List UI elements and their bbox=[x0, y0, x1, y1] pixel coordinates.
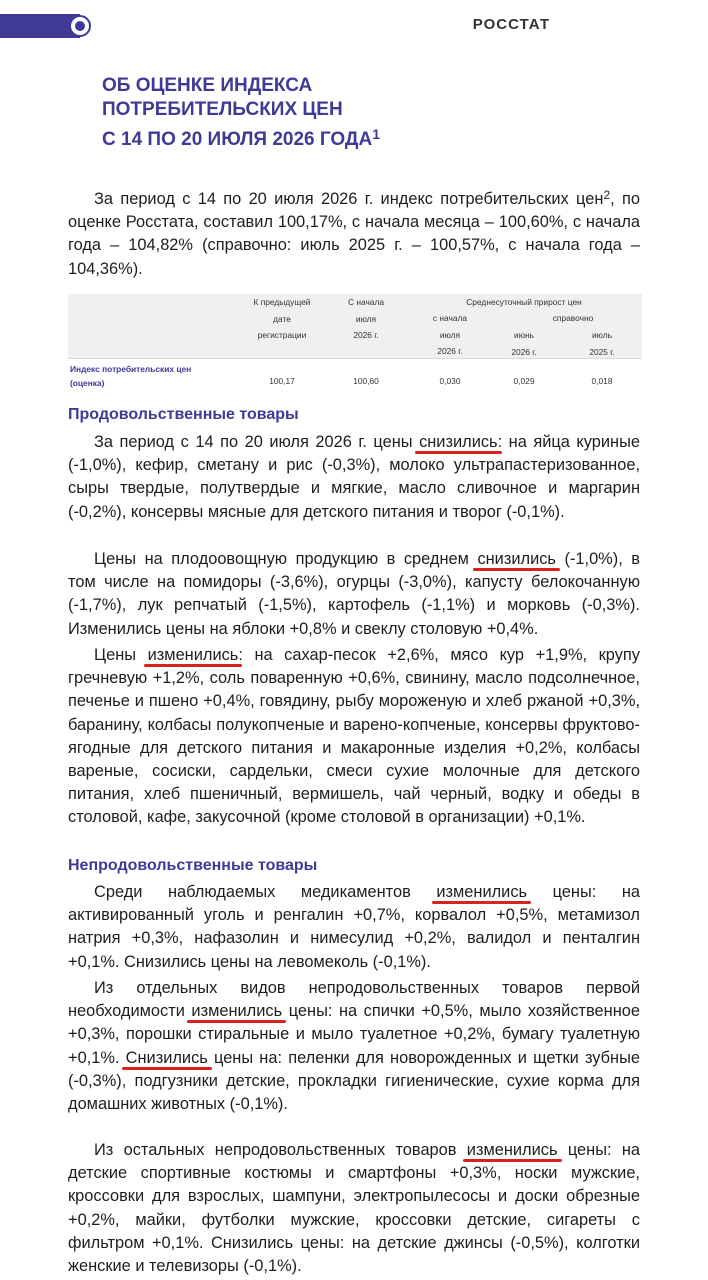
table-col-prev-date: К предыдущей дате регистрации bbox=[253, 297, 311, 340]
table-col-avg-july: с начала июля 2026 г. bbox=[432, 313, 468, 356]
brand-name: РОССТАТ bbox=[472, 16, 550, 33]
nonfood-paragraph-1: Среди наблюдаемых медикаментов изменились цены: на активированный уголь и ренгалин +0,7%, корвалол +0,5%, метамизол натрия +0,3%, нафазолин и нимесулид +0,2%, валидол и пенталгин +0,1%. Снизились цены на левомеколь (-0,1%). bbox=[68, 883, 640, 971]
table-row-label: Индекс потребительских цен (оценка) bbox=[70, 364, 192, 388]
highlighted-word: изменились bbox=[466, 1141, 558, 1159]
table-cell: 100,60 bbox=[353, 376, 379, 386]
food-paragraph-2: Цены на плодоовощную продукцию в среднем снизились (-1,0%), в том числе на помидоры (-3,6%), огурцы (-3,0%), капусту белокочанную (-1,7%), лук репчатый (-1,5%), картофель (-1,1%) и морковь (-0,3%). Изменились цены на яблоки +0,8% и свеклу столовую +0,4%. bbox=[68, 550, 640, 638]
title-footnote-mark: 1 bbox=[372, 126, 380, 142]
food-heading: Продовольственные товары bbox=[68, 406, 299, 423]
page-title: ОБ ОЦЕНКЕ ИНДЕКСА ПОТРЕБИТЕЛЬСКИХ ЦЕН С 14 ПО 20 ИЮЛЯ 2026 ГОДА$^1$ bbox=[102, 75, 380, 150]
header-accent-bar bbox=[0, 14, 80, 38]
table-cell: 0,030 bbox=[439, 376, 461, 386]
table-group-header: Среднесуточный прирост цен bbox=[466, 297, 582, 307]
rosstat-logo-icon bbox=[69, 15, 91, 37]
table-cell: 0,029 bbox=[513, 376, 535, 386]
highlighted-word: изменились bbox=[147, 646, 239, 664]
table-cell: 100,17 bbox=[269, 376, 295, 386]
highlighted-word: изменились bbox=[191, 1002, 283, 1021]
highlighted-word: Снизились bbox=[125, 1048, 208, 1067]
highlighted-word: снизились bbox=[419, 433, 498, 451]
highlighted-word: изменились bbox=[436, 883, 528, 901]
highlighted-word: снизились bbox=[477, 550, 556, 568]
food-paragraph-3: Цены изменились: на сахар-песок +2,6%, мясо кур +1,9%, крупу гречневую +1,2%, соль поваренную +0,6%, свинину, масло подсолнечное, печенье и пшено +0,4%, говядину, рыбу мороженую и хлеб ржаной +0,3%, баранину, колбасы полукопченые и варено-копченые, консервы фруктово-ягодные для детского питания и макаронные изделия +0,2%, колбасы вареные, сосиски, сардельки, смеси сухие молочные для детского питания, хлеб пшеничный, вермишель, чай черный, водку и обеды в столовой, кафе, закусочной (кроме столовой в организации) +0,1%. bbox=[68, 646, 640, 827]
intro-footnote-mark: 2 bbox=[603, 188, 611, 202]
nonfood-paragraph-3: Из остальных непродовольственных товаров изменились цены: на детские спортивные костюмы и смартфоны +0,3%, носки мужские, кроссовки для взрослых, шампуни, электропылесосы и доски обрезные +0,2%, майки, футболки мужские, кроссовки детские, сигареты с фильтром +0,1%. Снизились цены: на детские джинсы (-0,5%), колготки женские и телевизоры (-0,1%). bbox=[68, 1141, 640, 1276]
table-col-since-july: С начала июля 2026 г. bbox=[347, 297, 385, 340]
table-col-june: июнь 2026 г. bbox=[511, 330, 537, 357]
table-cell: 0,018 bbox=[591, 376, 613, 386]
food-paragraph-1: За период с 14 по 20 июля 2026 г. цены снизились: на яйца куриные (-1,0%), кефир, сметану и рис (-0,3%), молоко ультрапастеризованное, сыры твердые, полутвердые и мягкие, масло сливочное и маргарин (-0,2%), консервы мясные для детского питания и творог (-0,1%). bbox=[68, 433, 640, 521]
table-sub-header: справочно bbox=[552, 313, 594, 323]
intro-paragraph: За период с 14 по 20 июля 2026 г. индекс потребительских цен$^2$, по оценке Росстата, составил 100,17%, с начала месяца – 100,60%, с начала года – 104,82% (справочно: июль 2025 г. – 100,57%, с начала года – 104,36%). bbox=[68, 188, 640, 278]
cpi-table bbox=[68, 294, 642, 394]
nonfood-paragraph-2: Из отдельных видов непродовольственных товаров первой необходимости изменились цены: на спички +0,5%, мыло хозяйственное +0,3%, порошки стиральные и мыло туалетное +0,2%, бумагу туалетную +0,1%. Снизились цены на: пеленки для новорожденных и щетки зубные (-0,3%), подгузники детские, прокладки гигиенические, сухие корма для домашних животных (-0,1%). bbox=[68, 979, 640, 1114]
table-col-july-2025: июль 2025 г. bbox=[589, 330, 615, 357]
nonfood-heading: Непродовольственные товары bbox=[68, 857, 318, 874]
